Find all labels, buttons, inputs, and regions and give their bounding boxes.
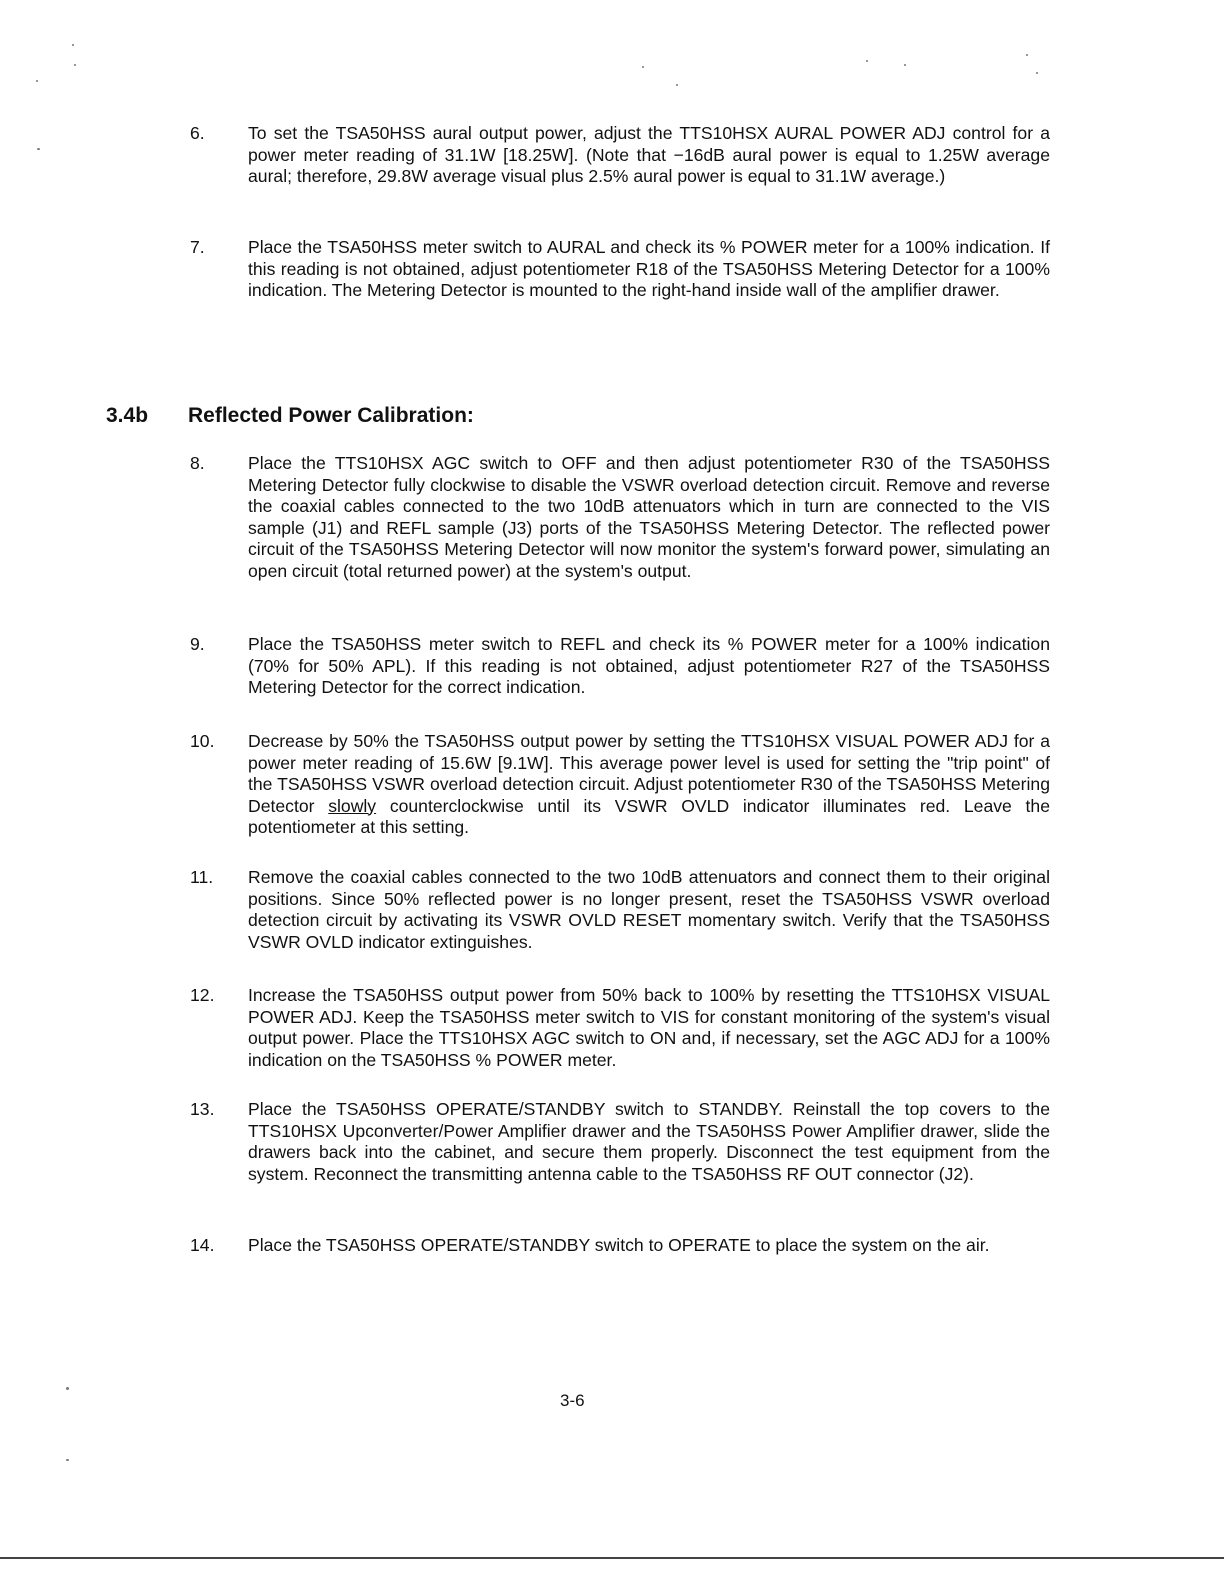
procedure-step-6: [190, 123, 1050, 188]
step-text: Remove the coaxial cables connected to the two 10dB attenuators and connect them to their original positions. Since 50% reflected power is no longer present, reset the TSA50HSS VSWR overload detection circuit by activating its VSWR OVLD RESET momentary switch. Verify that the TSA50HSS VSWR OVLD indicator extinguishes.: [248, 867, 1050, 952]
step-number: 6.: [190, 123, 205, 143]
scan-speck: [904, 64, 906, 66]
scan-speck: [37, 148, 40, 150]
procedure-step-9: [190, 634, 1050, 699]
procedure-step-12: [190, 985, 1050, 1071]
procedure-step-11: [190, 867, 1050, 953]
step-number: 9.: [190, 634, 205, 654]
step-number: 13.: [190, 1099, 215, 1119]
step-text: Place the TTS10HSX AGC switch to OFF and then adjust potentiometer R30 of the TSA50HSS Metering Detector fully clockwise to disable the VSWR overload detection circuit. Remove and reverse the coaxial cables connected to the two 10dB attenuators which in turn are connected to the VIS sample (J1) and REFL sample (J3) ports of the TSA50HSS Metering Detector. The reflected power circuit of the TSA50HSS Metering Detector will now monitor the system's forward power, simulating an open circuit (total returned power) at the system's output.: [248, 453, 1050, 581]
step-text: Place the TSA50HSS meter switch to REFL and check its % POWER meter for a 100% indication (70% for 50% APL). If this reading is not obtained, adjust potentiometer R27 of the TSA50HSS Metering Detector for the correct indication.: [248, 634, 1050, 697]
procedure-step-13: [190, 1099, 1050, 1185]
step-text: [248, 731, 1050, 839]
step-number: 11.: [190, 867, 214, 887]
scan-speck: [66, 1459, 69, 1461]
step-text-part: counterclockwise until its VSWR OVLD indicator illuminates red. Leave the potentiometer at this setting.: [248, 795, 1050, 837]
procedure-step-10: [190, 731, 1050, 839]
step-text: Place the TSA50HSS meter switch to AURAL and check its % POWER meter for a 100% indication. If this reading is not obtained, adjust potentiometer R18 of the TSA50HSS Metering Detector for a 100% indication. The Metering Detector is mounted to the right-hand inside wall of the amplifier drawer.: [248, 237, 1050, 300]
procedure-step-14: [190, 1235, 1050, 1257]
step-number: 7.: [190, 237, 205, 257]
step-number: 10.: [190, 731, 215, 751]
emphasis-underline: slowly: [328, 795, 377, 816]
scan-speck: [74, 64, 76, 66]
scan-speck: [1036, 72, 1038, 74]
scan-speck: [72, 44, 74, 46]
step-number: 12.: [190, 985, 215, 1005]
step-number: 8.: [190, 453, 205, 473]
scan-bottom-edge: [0, 1557, 1224, 1559]
scan-speck: [1026, 54, 1028, 56]
section-number: 3.4b: [106, 404, 149, 427]
section-title: Reflected Power Calibration:: [188, 404, 474, 427]
scan-speck: [866, 60, 868, 62]
procedure-step-7: [190, 237, 1050, 302]
scan-speck: [676, 84, 678, 86]
scan-speck: [36, 80, 38, 82]
procedure-step-8: [190, 453, 1050, 582]
step-text: Increase the TSA50HSS output power from 50% back to 100% by resetting the TTS10HSX VISUAL POWER ADJ. Keep the TSA50HSS meter switch to VIS for constant monitoring of the system's visual output power. Place the TTS10HSX AGC switch to ON and, if necessary, set the AGC ADJ for a 100% indication on the TSA50HSS % POWER meter.: [248, 985, 1050, 1070]
step-text-part: Decrease by 50% the TSA50HSS output power by setting the TTS10HSX VISUAL POWER ADJ for a power meter reading of 15.6W [9.1W]. This average power level is used for setting the "trip point" of the TSA50HSS VSWR overload detection circuit. Adjust potentiometer R30 of the TSA50HSS Metering Detector: [248, 731, 1050, 816]
step-text: Place the TSA50HSS OPERATE/STANDBY switch to OPERATE to place the system on the air.: [248, 1235, 990, 1255]
scan-speck: [642, 66, 644, 68]
scan-speck: [66, 1387, 69, 1390]
step-number: 14.: [190, 1235, 215, 1255]
step-text: Place the TSA50HSS OPERATE/STANDBY switch to STANDBY. Reinstall the top covers to the TTS10HSX Upconverter/Power Amplifier drawer and the TSA50HSS Power Amplifier drawer, slide the drawers back into the cabinet, and secure them properly. Disconnect the test equipment from the system. Reconnect the transmitting antenna cable to the TSA50HSS RF OUT connector (J2).: [248, 1099, 1050, 1184]
page-number: 3-6: [560, 1391, 585, 1410]
step-text: To set the TSA50HSS aural output power, adjust the TTS10HSX AURAL POWER ADJ control for a power meter reading of 31.1W [18.25W]. (Note that −16dB aural power is equal to 1.25W average aural; therefore, 29.8W average visual plus 2.5% aural power is equal to 31.1W average.): [248, 123, 1050, 186]
